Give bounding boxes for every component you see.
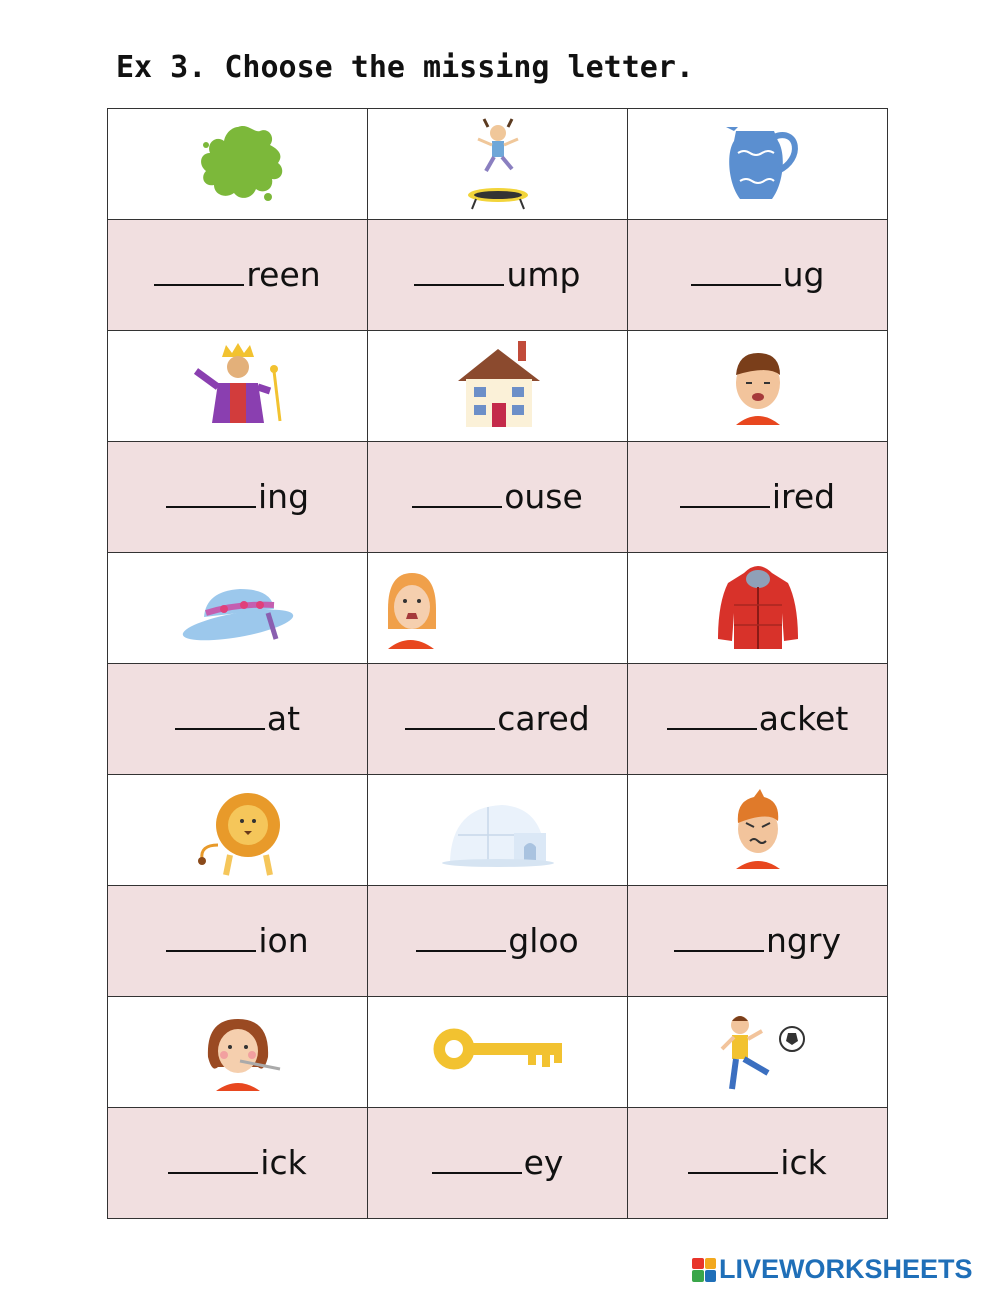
answer-blank[interactable] bbox=[680, 482, 770, 508]
word-cell[interactable] bbox=[368, 442, 628, 553]
answer-blank[interactable] bbox=[688, 1148, 778, 1174]
word-ending: ick bbox=[780, 1143, 827, 1182]
answer-blank[interactable] bbox=[175, 704, 265, 730]
key-icon bbox=[368, 997, 627, 1107]
picture-cell bbox=[108, 775, 368, 886]
word-ending: cared bbox=[497, 699, 590, 738]
picture-cell bbox=[628, 775, 888, 886]
picture-cell bbox=[628, 553, 888, 664]
picture-cell bbox=[368, 109, 628, 220]
answer-blank[interactable] bbox=[674, 926, 764, 952]
word-cell[interactable] bbox=[108, 442, 368, 553]
picture-cell bbox=[628, 997, 888, 1108]
picture-cell bbox=[108, 109, 368, 220]
sick-girl-icon bbox=[108, 997, 367, 1107]
word-ending: at bbox=[266, 699, 301, 738]
picture-cell bbox=[368, 775, 628, 886]
word-cell[interactable] bbox=[108, 664, 368, 775]
word-cell[interactable] bbox=[108, 220, 368, 331]
picture-cell bbox=[628, 331, 888, 442]
word-row bbox=[108, 886, 888, 997]
answer-blank[interactable] bbox=[168, 1148, 258, 1174]
answer-blank[interactable] bbox=[667, 704, 757, 730]
green-splat-icon bbox=[108, 109, 367, 219]
picture-row bbox=[108, 109, 888, 220]
word-cell[interactable] bbox=[108, 1108, 368, 1219]
word-ending: gloo bbox=[508, 921, 579, 960]
word-cell[interactable] bbox=[368, 664, 628, 775]
word-cell[interactable] bbox=[368, 886, 628, 997]
word-ending: ouse bbox=[504, 477, 583, 516]
answer-blank[interactable] bbox=[691, 260, 781, 286]
brand-name: LIVEWORKSHEETS bbox=[719, 1254, 973, 1284]
word-ending: ing bbox=[257, 477, 310, 516]
word-ending: ug bbox=[782, 255, 825, 294]
picture-cell bbox=[108, 331, 368, 442]
angry-boy-icon bbox=[628, 775, 887, 885]
word-cell[interactable] bbox=[368, 220, 628, 331]
word-ending: ngry bbox=[766, 921, 841, 960]
word-row bbox=[108, 220, 888, 331]
scared-girl-icon bbox=[368, 553, 627, 663]
picture-cell bbox=[368, 331, 628, 442]
word-cell[interactable] bbox=[108, 886, 368, 997]
word-ending: reen bbox=[246, 255, 321, 294]
brand-logo-icon bbox=[692, 1258, 716, 1282]
picture-cell bbox=[368, 997, 628, 1108]
word-row bbox=[108, 442, 888, 553]
answer-blank[interactable] bbox=[416, 926, 506, 952]
word-ending: ump bbox=[506, 255, 581, 294]
answer-blank[interactable] bbox=[414, 260, 504, 286]
word-ending: ick bbox=[260, 1143, 307, 1182]
picture-cell bbox=[368, 553, 628, 664]
word-ending: ion bbox=[258, 921, 309, 960]
hat-icon bbox=[108, 553, 367, 663]
word-cell[interactable] bbox=[628, 220, 888, 331]
worksheet-title: Ex 3. Choose the missing letter. bbox=[116, 50, 694, 85]
picture-row bbox=[108, 553, 888, 664]
igloo-icon bbox=[368, 775, 627, 885]
word-cell[interactable] bbox=[628, 664, 888, 775]
answer-blank[interactable] bbox=[166, 926, 256, 952]
answer-blank[interactable] bbox=[154, 260, 244, 286]
jacket-icon bbox=[628, 553, 887, 663]
word-cell[interactable] bbox=[628, 886, 888, 997]
brand-footer bbox=[692, 1254, 973, 1285]
tired-boy-icon bbox=[628, 331, 887, 441]
king-icon bbox=[108, 331, 367, 441]
picture-cell bbox=[108, 553, 368, 664]
word-row bbox=[108, 1108, 888, 1219]
picture-row bbox=[108, 331, 888, 442]
answer-blank[interactable] bbox=[412, 482, 502, 508]
word-cell[interactable] bbox=[368, 1108, 628, 1219]
word-cell[interactable] bbox=[628, 1108, 888, 1219]
word-ending: ey bbox=[523, 1143, 564, 1182]
word-row bbox=[108, 664, 888, 775]
answer-blank[interactable] bbox=[432, 1148, 522, 1174]
lion-icon bbox=[108, 775, 367, 885]
answer-blank[interactable] bbox=[405, 704, 495, 730]
jug-icon bbox=[628, 109, 887, 219]
kicking-boy-icon bbox=[628, 997, 887, 1107]
answer-blank[interactable] bbox=[166, 482, 256, 508]
picture-row bbox=[108, 997, 888, 1108]
picture-cell bbox=[628, 109, 888, 220]
word-ending: ired bbox=[771, 477, 836, 516]
jumping-girl-icon bbox=[368, 109, 627, 219]
house-icon bbox=[368, 331, 627, 441]
word-cell[interactable] bbox=[628, 442, 888, 553]
picture-row bbox=[108, 775, 888, 886]
exercise-grid bbox=[107, 108, 888, 1219]
picture-cell bbox=[108, 997, 368, 1108]
word-ending: acket bbox=[758, 699, 849, 738]
